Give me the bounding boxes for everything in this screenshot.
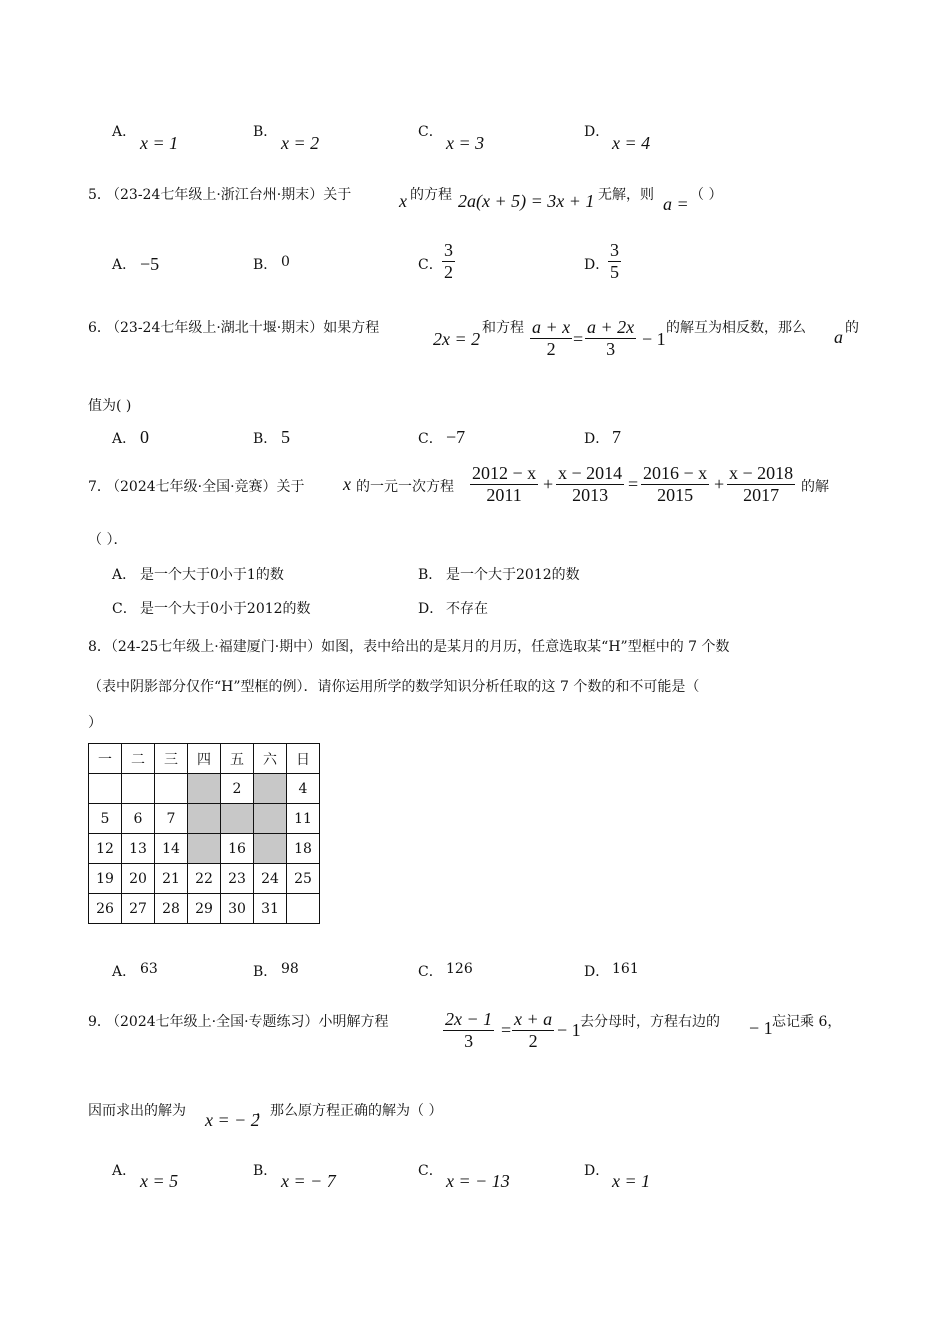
q6-option-b-value: 5 [281, 427, 290, 447]
calendar-cell: 16 [221, 834, 254, 864]
q7-option-c-label: C． [112, 601, 137, 617]
q9-option-c-label: C． [418, 1163, 443, 1179]
q8-option-b-value: 98 [281, 961, 299, 977]
q5-text-1: 的方程 [410, 187, 452, 203]
q6-line-2: 值为( ) [88, 398, 132, 414]
calendar-cell [89, 774, 122, 804]
q6-variable: a [834, 327, 843, 347]
fraction-numerator: x − 2018 [729, 463, 794, 483]
calendar-row [89, 804, 320, 834]
q9-line-2-a: 因而求出的解为 [88, 1103, 186, 1119]
calendar-cell [287, 894, 320, 924]
q9-text-2: 忘记乘 6， [772, 1014, 842, 1030]
q7-fraction-1 [470, 463, 538, 506]
calendar-cell: 2 [221, 774, 254, 804]
calendar-cell-shaded [188, 774, 221, 804]
fraction-denominator: 3 [443, 1030, 494, 1052]
q6-option-c-value: −7 [446, 427, 466, 447]
calendar-header-cell: 二 [122, 744, 155, 774]
calendar-cell: 29 [188, 894, 221, 924]
q9-option-d-equation: x = 1 [612, 1171, 651, 1191]
calendar-cell-shaded [188, 834, 221, 864]
calendar-cell: 20 [122, 864, 155, 894]
calendar-header-cell: 三 [155, 744, 188, 774]
q8-option-b-label: B． [253, 964, 278, 980]
q7-option-d-label: D． [418, 601, 444, 617]
q6-source: （23-24七年级上·湖北十堰·期末）如果方程 [106, 320, 380, 336]
q5-option-c-fraction [442, 240, 455, 283]
q8-line-3: ） [88, 715, 102, 731]
q9-source: （2024七年级上·全国·专题练习）小明解方程 [106, 1014, 389, 1030]
fraction-denominator: 2017 [727, 484, 795, 506]
calendar-cell: 27 [122, 894, 155, 924]
q7-number: 7． [88, 479, 111, 495]
q9-option-a-label: A． [112, 1163, 137, 1179]
q4-option-d-label: D． [584, 124, 610, 140]
q8-option-c-label: C． [418, 964, 443, 980]
q6-text-3: 的 [845, 320, 859, 336]
q7-source: （2024七年级·全国·竞赛）关于 [106, 479, 305, 495]
calendar-cell [155, 774, 188, 804]
q7-fraction-3 [641, 463, 709, 506]
calendar-header-cell: 四 [188, 744, 221, 774]
q5-variable: x [399, 191, 407, 211]
q8-option-d-value: 161 [612, 961, 639, 977]
q7-text-2: 的解 [801, 479, 829, 495]
q5-equation: 2a(x + 5) = 3x + 1 [458, 191, 595, 211]
q6-option-a-label: A． [112, 431, 137, 447]
q5-option-a-label: A． [112, 257, 137, 273]
q7-option-b-text: 是一个大于2012的数 [446, 567, 580, 583]
q5-option-c-label: C． [418, 257, 443, 273]
calendar-row [89, 864, 320, 894]
q6-option-d-value: 7 [612, 427, 621, 447]
q9-option-a-equation: x = 5 [140, 1171, 179, 1191]
calendar-header-cell: 六 [254, 744, 287, 774]
q9-text-1: 去分母时，方程右边的 [580, 1014, 720, 1030]
q9-option-d-label: D． [584, 1163, 610, 1179]
q7-option-c-text: 是一个大于0小于2012的数 [140, 601, 311, 617]
calendar-cell: 14 [155, 834, 188, 864]
calendar-cell-shaded [221, 804, 254, 834]
calendar-cell [122, 774, 155, 804]
q5-option-b-value: 0 [281, 254, 290, 270]
fraction-numerator: 2x − 1 [445, 1009, 493, 1029]
q4-option-c-equation: x = 3 [446, 133, 485, 153]
calendar-header-row [89, 744, 320, 774]
calendar-cell: 30 [221, 894, 254, 924]
calendar-cell: 19 [89, 864, 122, 894]
fraction-numerator: x − 2014 [558, 463, 623, 483]
q7-option-b-label: B． [418, 567, 443, 583]
q8-option-a-label: A． [112, 964, 137, 980]
q5-answer-paren: （ ） [690, 187, 723, 203]
q7-fraction-4 [727, 463, 795, 506]
q6-option-a-value: 0 [140, 427, 149, 447]
q9-minus-one: − 1 [557, 1020, 581, 1040]
q5-text-2: 无解，则 [598, 187, 654, 203]
q9-option-b-label: B． [253, 1163, 278, 1179]
fraction-numerator: 2016 − x [643, 463, 708, 483]
q6-equals: = [573, 329, 584, 349]
q9-equals: = [501, 1020, 512, 1040]
q6-fraction-left [530, 317, 572, 360]
fraction-numerator: a + x [532, 317, 571, 337]
q9-fraction-right [512, 1009, 554, 1052]
calendar-row [89, 774, 320, 804]
q7-option-d-text: 不存在 [446, 601, 488, 617]
q6-option-b-label: B． [253, 431, 278, 447]
fraction-numerator: a + 2x [587, 317, 635, 337]
q7-variable: x [343, 474, 351, 494]
calendar-cell-shaded [188, 804, 221, 834]
q4-option-d-equation: x = 4 [612, 133, 651, 153]
calendar-cell: 7 [155, 804, 188, 834]
q6-text-2: 的解互为相反数，那么 [666, 320, 806, 336]
q9-neg-one: − 1 [749, 1018, 773, 1038]
fraction-denominator: 2013 [556, 484, 624, 506]
calendar-cell: 6 [122, 804, 155, 834]
q4-option-c-label: C． [418, 124, 443, 140]
calendar-cell: 24 [254, 864, 287, 894]
fraction-denominator: 2015 [641, 484, 709, 506]
calendar-cell: 4 [287, 774, 320, 804]
q4-option-b-equation: x = 2 [281, 133, 320, 153]
fraction-numerator: 3 [610, 240, 619, 260]
q8-option-a-value: 63 [140, 961, 158, 977]
q8-line-2: （表中阴影部分仅作“H”型框的例）．请你运用所学的数学知识分析任取的这 7 个数的和不可能是（ [88, 679, 700, 695]
q6-minus-one: − 1 [642, 329, 666, 349]
q7-option-a-text: 是一个大于0小于1的数 [140, 567, 284, 583]
q7-fraction-2 [556, 463, 624, 506]
calendar-row [89, 834, 320, 864]
q9-option-b-equation: x = − 7 [281, 1171, 336, 1191]
q7-option-a-label: A． [112, 567, 137, 583]
calendar-cell: 21 [155, 864, 188, 894]
q9-line-2-b: ，那么原方程正确的解为（ ） [256, 1103, 443, 1119]
fraction-numerator: 3 [444, 240, 453, 260]
q5-source: （23-24七年级上·浙江台州·期末）关于 [106, 187, 352, 203]
q6-equation-1: 2x = 2 [433, 329, 481, 349]
q6-number: 6． [88, 320, 111, 336]
calendar-header-cell: 五 [221, 744, 254, 774]
calendar-header-cell: 日 [287, 744, 320, 774]
fraction-denominator: 5 [610, 262, 619, 282]
q8-option-d-label: D． [584, 964, 610, 980]
fraction-denominator: 3 [585, 338, 636, 360]
calendar-cell: 26 [89, 894, 122, 924]
q4-option-b-label: B． [253, 124, 278, 140]
q7-plus-1: + [543, 474, 554, 494]
q6-option-c-label: C． [418, 431, 443, 447]
q5-option-b-label: B． [253, 257, 278, 273]
calendar-cell: 5 [89, 804, 122, 834]
q5-number: 5． [88, 187, 111, 203]
fraction-numerator: x + a [514, 1009, 553, 1029]
q9-fraction-left [443, 1009, 494, 1052]
q7-equals: = [628, 474, 639, 494]
calendar-cell: 11 [287, 804, 320, 834]
calendar-cell: 18 [287, 834, 320, 864]
fraction-denominator: 2 [530, 338, 572, 360]
q4-option-a-label: A． [112, 124, 137, 140]
q7-plus-2: + [714, 474, 725, 494]
q5-option-d-fraction [608, 240, 621, 283]
calendar-cell-shaded [254, 774, 287, 804]
q9-option-c-equation: x = − 13 [446, 1171, 510, 1191]
calendar-cell: 31 [254, 894, 287, 924]
calendar-cell-shaded [254, 804, 287, 834]
calendar-cell: 22 [188, 864, 221, 894]
q8-option-c-value: 126 [446, 961, 473, 977]
calendar-cell: 13 [122, 834, 155, 864]
calendar-table [88, 743, 320, 924]
q5-a-equals: a = [663, 194, 689, 214]
calendar-row [89, 894, 320, 924]
calendar-cell: 25 [287, 864, 320, 894]
fraction-denominator: 2 [512, 1030, 554, 1052]
fraction-denominator: 2 [444, 262, 453, 282]
q6-text-1: 和方程 [482, 320, 524, 336]
calendar-cell: 12 [89, 834, 122, 864]
calendar-header-cell: 一 [89, 744, 122, 774]
q6-fraction-right [585, 317, 636, 360]
q5-option-d-label: D． [584, 257, 610, 273]
q6-option-d-label: D． [584, 431, 610, 447]
calendar-cell: 23 [221, 864, 254, 894]
q7-answer-paren: （ ）． [88, 532, 128, 548]
q5-option-a-value: −5 [140, 254, 160, 274]
q7-text-1: 的一元一次方程 [356, 479, 454, 495]
q4-option-a-equation: x = 1 [140, 133, 179, 153]
q9-number: 9． [88, 1014, 111, 1030]
q9-wrong-solution: x = − 2 [205, 1110, 260, 1130]
fraction-denominator: 2011 [470, 484, 538, 506]
fraction-numerator: 2012 − x [472, 463, 537, 483]
calendar-cell: 28 [155, 894, 188, 924]
q8-line-1: 8．（24-25七年级上·福建厦门·期中）如图，表中给出的是某月的月历，任意选取某“H”型框中的 7 个数 [88, 639, 730, 655]
calendar-cell-shaded [254, 834, 287, 864]
